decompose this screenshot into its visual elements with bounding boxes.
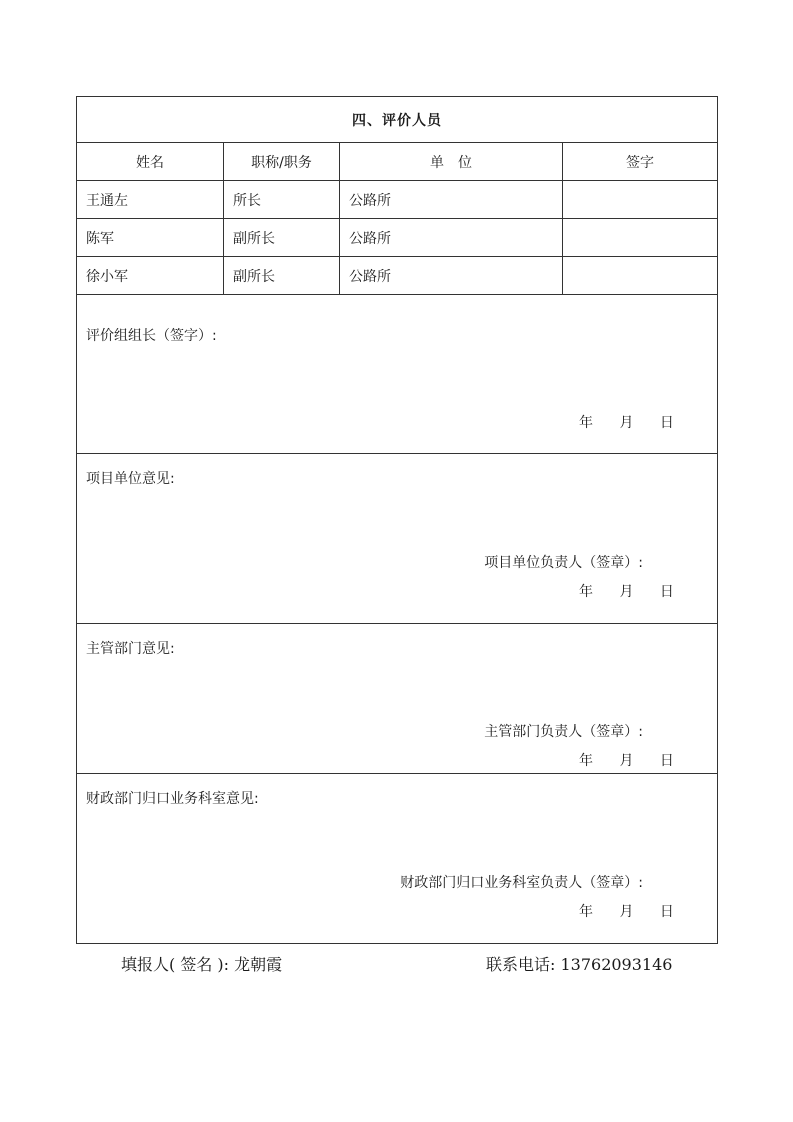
supervising-dept-opinion-section[interactable] (77, 624, 718, 774)
project-unit-opinion-label: 项目单位意见: (86, 471, 175, 487)
project-unit-opinion-section[interactable] (77, 454, 718, 624)
contact-phone: 联系电话: 13762093146 (486, 955, 673, 974)
header-unit: 单 位 (340, 143, 563, 181)
date-line: 年 月 日 (579, 904, 674, 920)
finance-dept-opinion-section[interactable] (77, 774, 718, 944)
finance-dept-signer-label: 财政部门归口业务科室负责人（签章）: (400, 875, 643, 891)
person-title: 所长 (224, 181, 340, 219)
date-line: 年 月 日 (579, 753, 674, 769)
team-leader-section[interactable] (77, 295, 718, 454)
person-unit: 公路所 (340, 219, 563, 257)
table-row (77, 219, 718, 257)
supervising-dept-signer-label: 主管部门负责人（签章）: (484, 724, 643, 740)
person-name: 王通左 (77, 181, 224, 219)
person-title: 副所长 (224, 219, 340, 257)
person-signature[interactable] (563, 219, 718, 257)
filler-signature: 填报人( 签名 ): 龙朝霞 (121, 955, 283, 974)
person-signature[interactable] (563, 181, 718, 219)
team-leader-label: 评价组组长（签字）: (86, 328, 217, 344)
header-name: 姓名 (77, 143, 224, 181)
section-title: 四、评价人员 (77, 97, 718, 143)
project-unit-signer-label: 项目单位负责人（签章）: (484, 555, 643, 571)
supervising-dept-opinion-label: 主管部门意见: (86, 641, 175, 657)
header-signature: 签字 (563, 143, 718, 181)
person-signature[interactable] (563, 257, 718, 295)
person-title: 副所长 (224, 257, 340, 295)
person-name: 徐小军 (77, 257, 224, 295)
table-row (77, 257, 718, 295)
person-unit: 公路所 (340, 181, 563, 219)
finance-dept-opinion-label: 财政部门归口业务科室意见: (86, 791, 259, 807)
header-title: 职称/职务 (224, 143, 340, 181)
date-line: 年 月 日 (579, 584, 674, 600)
person-name: 陈军 (77, 219, 224, 257)
evaluation-personnel-table (76, 96, 718, 944)
person-unit: 公路所 (340, 257, 563, 295)
table-row (77, 181, 718, 219)
date-line: 年 月 日 (579, 415, 674, 431)
